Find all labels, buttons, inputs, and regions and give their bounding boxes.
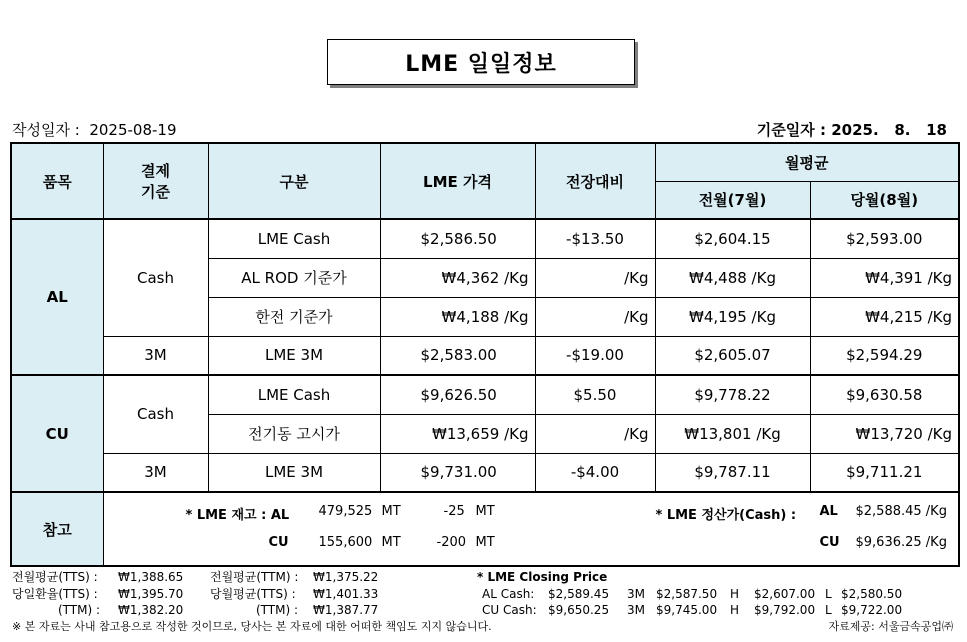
type-cell: LME 3M <box>208 453 380 492</box>
base-date-line <box>757 120 947 140</box>
closing-al-high-label: H <box>730 587 740 601</box>
page-title: LME 일일정보 <box>327 39 635 85</box>
closing-cu-cash: $9,650.25 <box>548 603 610 617</box>
fx-cur-avg-ttm-label: (TTM) : <box>256 603 299 617</box>
al-stock: 479,525 <box>318 504 373 519</box>
prev-month-cell: ₩13,801 /Kg <box>655 414 810 453</box>
disclaimer: ※ 본 자료는 사내 참고용으로 작성한 것이므로, 당사는 본 자료에 대한 어떠한 책임도 지지 않습니다. <box>12 620 492 633</box>
price-cell: ₩13,659 /Kg <box>380 414 535 453</box>
settle-al-price: $2,588.45 /Kg <box>855 504 947 519</box>
closing-price-title: * LME Closing Price <box>477 570 608 584</box>
closing-al-3m: $2,587.50 <box>656 587 718 601</box>
settle-cu-symbol: CU <box>819 535 840 550</box>
prev-month-cell: ₩4,488 /Kg <box>655 258 810 297</box>
prev-month-cell: $2,605.07 <box>655 336 810 375</box>
cur-month-cell: $2,594.29 <box>810 336 959 375</box>
fx-cur-avg-tts-label: 당월평균(TTS) : <box>210 587 296 601</box>
price-cell: $9,626.50 <box>380 375 535 414</box>
change-cell: -$13.50 <box>535 219 655 258</box>
prev-month-cell: $2,604.15 <box>655 219 810 258</box>
al-stock-unit: MT <box>381 504 401 519</box>
cur-month-cell: ₩4,391 /Kg <box>810 258 959 297</box>
written-date-line <box>12 120 177 140</box>
change-cell: $5.50 <box>535 375 655 414</box>
settle-cu-price: $9,636.25 /Kg <box>855 535 947 550</box>
cur-month-cell: $9,630.58 <box>810 375 959 414</box>
change-cell: -$4.00 <box>535 453 655 492</box>
base-date: 2025. 8. 18 <box>831 121 947 139</box>
closing-al-low: $2,580.50 <box>841 587 903 601</box>
col-item-header: 품목 <box>11 143 103 219</box>
al-stock-diff: -25 <box>443 504 465 519</box>
price-cell: ₩4,188 /Kg <box>380 297 535 336</box>
reference-content <box>103 492 959 566</box>
item-cu: CU <box>11 375 103 492</box>
type-cell: LME Cash <box>208 375 380 414</box>
settle-price-label: * LME 정산가(Cash) : <box>655 508 797 523</box>
item-al: AL <box>11 219 103 375</box>
closing-al-3m-label: 3M <box>627 587 645 601</box>
settle-al-symbol: AL <box>819 504 838 519</box>
settle-al-cash: Cash <box>103 219 208 336</box>
cur-month-cell: ₩4,215 /Kg <box>810 297 959 336</box>
col-lme-price-header: LME 가격 <box>380 143 535 219</box>
settle-cu-cash: Cash <box>103 375 208 453</box>
fx-cur-avg-tts: ₩1,401.33 <box>313 587 379 601</box>
header-row-1 <box>11 143 959 181</box>
cur-month-cell: $9,711.21 <box>810 453 959 492</box>
fx-today-tts: ₩1,395.70 <box>118 587 184 601</box>
col-type-header: 구분 <box>208 143 380 219</box>
closing-al-cash: $2,589.45 <box>548 587 610 601</box>
settle-header-line2: 기준 <box>141 183 170 201</box>
fx-today-ttm: ₩1,382.20 <box>118 603 184 617</box>
fx-prev-avg-ttm-label: 전월평균(TTM) : <box>210 570 299 584</box>
al-diff-unit: MT <box>475 504 495 519</box>
settle-header-line1: 결제 <box>141 162 170 180</box>
type-cell: 한전 기준가 <box>208 297 380 336</box>
fx-today-tts-label: 당일환율(TTS) : <box>12 587 98 601</box>
price-cell: ₩4,362 /Kg <box>380 258 535 297</box>
closing-cu-high-label: H <box>730 603 740 617</box>
settle-al-3m: 3M <box>103 336 208 375</box>
data-source: 자료제공: 서울금속공업㈜ <box>828 620 953 633</box>
closing-cu-3m: $9,745.00 <box>656 603 718 617</box>
price-cell: $9,731.00 <box>380 453 535 492</box>
change-cell: /Kg <box>535 258 655 297</box>
closing-cu-low: $9,722.00 <box>841 603 903 617</box>
cu-stock-unit: MT <box>381 535 401 550</box>
fx-cur-avg-ttm: ₩1,387.77 <box>313 603 379 617</box>
table-row <box>11 453 959 492</box>
fx-prev-avg-tts-label: 전월평균(TTS) : <box>12 570 98 584</box>
price-cell: $2,586.50 <box>380 219 535 258</box>
change-cell: /Kg <box>535 414 655 453</box>
closing-cu-cash-label: CU Cash: <box>482 603 537 617</box>
type-cell: LME Cash <box>208 219 380 258</box>
cu-stock-diff: -200 <box>436 535 467 550</box>
settle-cu-3m: 3M <box>103 453 208 492</box>
change-cell: -$19.00 <box>535 336 655 375</box>
col-settle-header <box>103 143 208 219</box>
closing-cu-3m-label: 3M <box>627 603 645 617</box>
col-prev-month-header: 전월(7월) <box>655 181 810 219</box>
fx-prev-avg-ttm: ₩1,375.22 <box>313 570 379 584</box>
table-row <box>11 219 959 258</box>
closing-al-low-label: L <box>825 587 832 601</box>
closing-al-high: $2,607.00 <box>754 587 816 601</box>
closing-cu-low-label: L <box>825 603 832 617</box>
col-cur-month-header: 당월(8월) <box>810 181 959 219</box>
prev-month-cell: ₩4,195 /Kg <box>655 297 810 336</box>
reference-label: 참고 <box>11 492 103 566</box>
reference-row <box>11 492 959 566</box>
col-change-header: 전장대비 <box>535 143 655 219</box>
fx-prev-avg-tts: ₩1,388.65 <box>118 570 184 584</box>
price-cell: $2,583.00 <box>380 336 535 375</box>
type-cell: LME 3M <box>208 336 380 375</box>
prev-month-cell: $9,787.11 <box>655 453 810 492</box>
closing-cu-high: $9,792.00 <box>754 603 816 617</box>
cu-stock: 155,600 <box>318 535 373 550</box>
type-cell: 전기동 고시가 <box>208 414 380 453</box>
type-cell: AL ROD 기준가 <box>208 258 380 297</box>
lme-price-table <box>10 142 960 567</box>
table-row <box>11 336 959 375</box>
cur-month-cell: $2,593.00 <box>810 219 959 258</box>
fx-today-ttm-label: (TTM) : <box>58 603 101 617</box>
stock-label: * LME 재고 : AL <box>185 508 290 523</box>
change-cell: /Kg <box>535 297 655 336</box>
table-row <box>11 375 959 414</box>
cur-month-cell: ₩13,720 /Kg <box>810 414 959 453</box>
base-date-label: 기준일자 : <box>756 121 826 139</box>
closing-al-cash-label: AL Cash: <box>482 587 535 601</box>
cu-diff-unit: MT <box>475 535 495 550</box>
cu-stock-label: CU <box>268 535 289 550</box>
col-monthly-avg-header: 월평균 <box>655 143 959 181</box>
written-date-label: 작성일자 : <box>12 121 80 139</box>
prev-month-cell: $9,778.22 <box>655 375 810 414</box>
written-date: 2025-08-19 <box>89 121 177 139</box>
